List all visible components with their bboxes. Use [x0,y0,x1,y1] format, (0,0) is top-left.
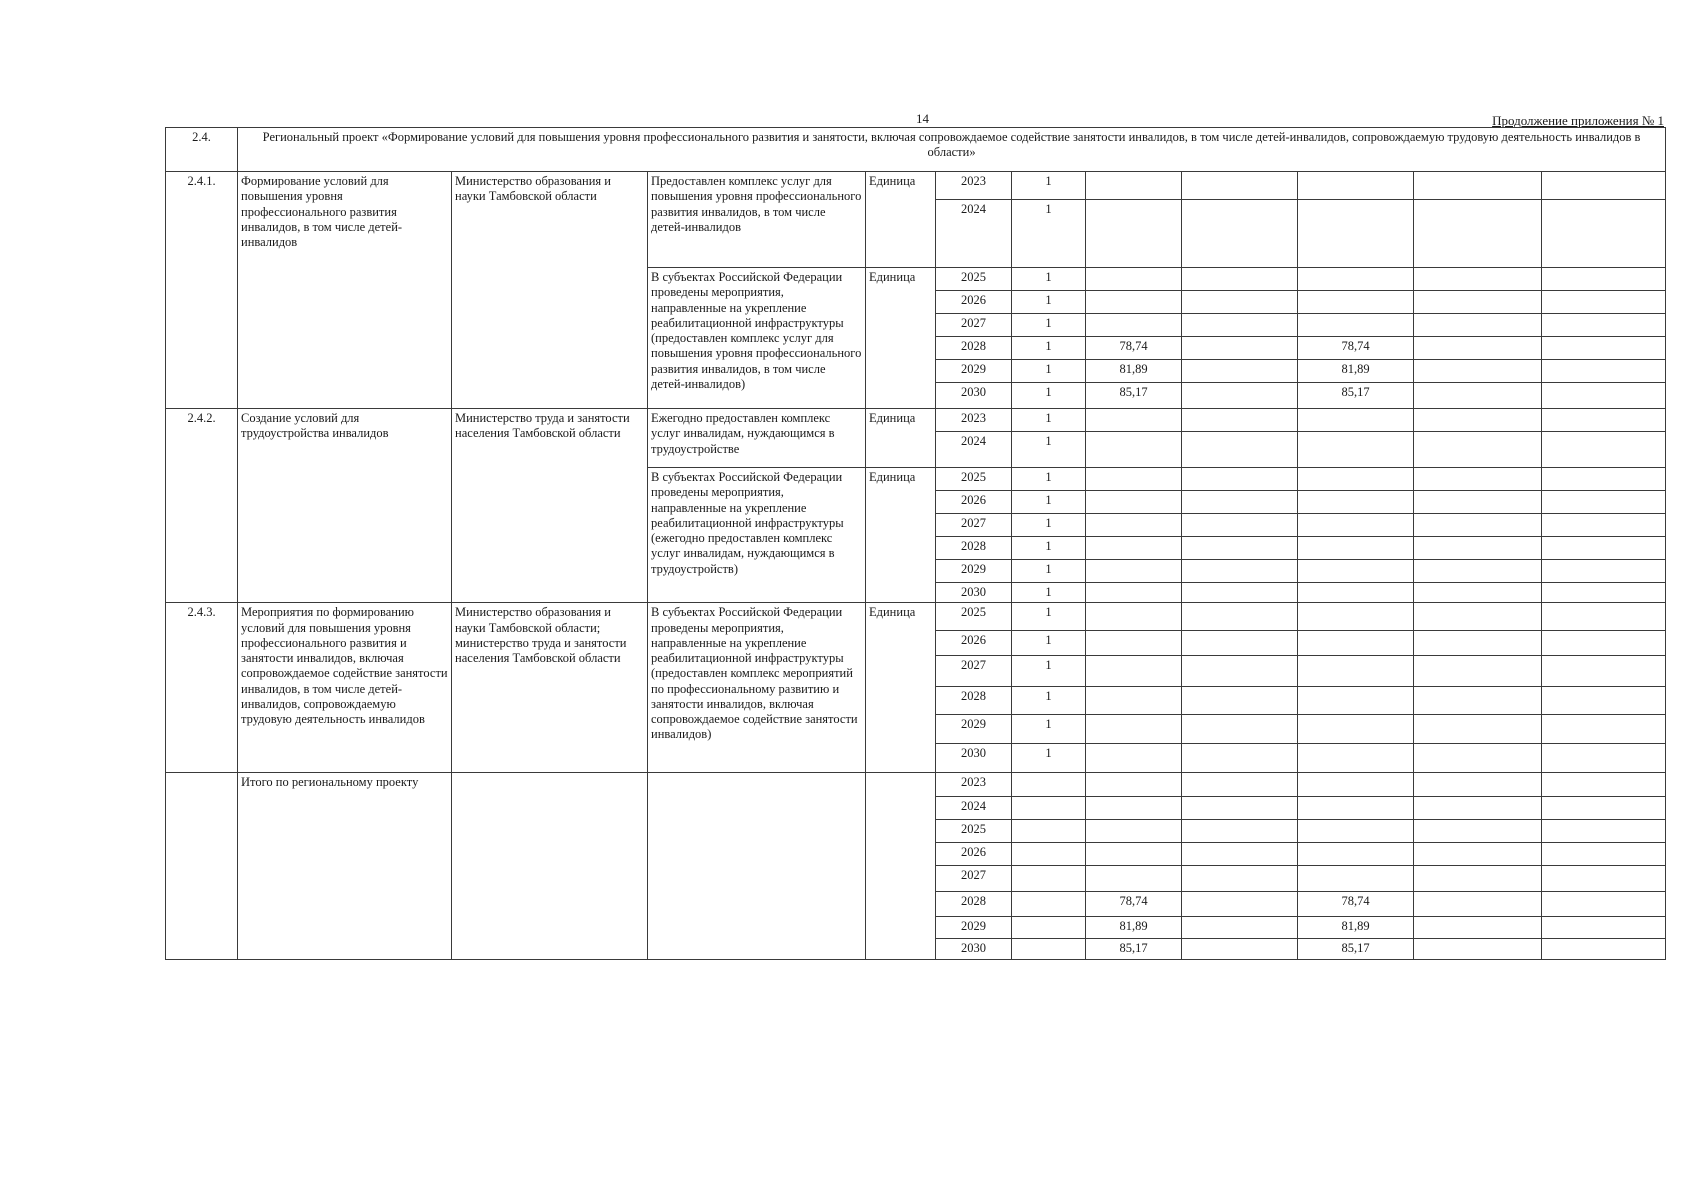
count-cell: 1 [1012,603,1086,631]
value-cell-v2 [1182,337,1298,360]
value-cell-v2 [1182,892,1298,917]
result-text: Предоставлен комплекс услуг для повышения уровня профессионального развития инвалидов, в том числе детей-инвалидов [648,172,866,268]
value-cell-v5 [1542,537,1666,560]
count-cell [1012,892,1086,917]
value-cell-v5 [1542,715,1666,744]
value-cell-v1 [1086,631,1182,656]
value-cell-v3 [1298,537,1414,560]
year-cell: 2024 [936,432,1012,468]
value-cell-v4 [1414,514,1542,537]
count-cell: 1 [1012,432,1086,468]
value-cell-v1 [1086,820,1182,843]
year-cell: 2029 [936,560,1012,583]
year-cell: 2027 [936,866,1012,892]
value-cell-v3 [1298,409,1414,432]
year-cell: 2026 [936,291,1012,314]
item-number: 2.4.3. [166,603,238,773]
count-cell: 1 [1012,337,1086,360]
item-number: 2.4.2. [166,409,238,603]
year-cell: 2029 [936,917,1012,939]
value-cell-v4 [1414,892,1542,917]
year-cell: 2026 [936,843,1012,866]
item-name: Итого по региональному проекту [238,773,452,960]
value-cell-v1 [1086,314,1182,337]
value-cell-v1 [1086,200,1182,268]
item-executor: Министерство образования и науки Тамбовской области; министерство труда и занятости населения Тамбовской области [452,603,648,773]
result-unit: Единица [866,268,936,409]
value-cell-v4 [1414,715,1542,744]
value-cell-v5 [1542,797,1666,820]
value-cell-v3 [1298,314,1414,337]
value-cell-v2 [1182,656,1298,687]
value-cell-v4 [1414,866,1542,892]
count-cell: 1 [1012,314,1086,337]
count-cell [1012,843,1086,866]
year-cell: 2028 [936,337,1012,360]
value-cell-v4 [1414,268,1542,291]
result-text [648,773,866,960]
value-cell-v5 [1542,866,1666,892]
count-cell [1012,797,1086,820]
value-cell-v1 [1086,583,1182,603]
year-cell: 2023 [936,172,1012,200]
value-cell-v5 [1542,383,1666,409]
year-cell: 2027 [936,656,1012,687]
value-cell-v3 [1298,656,1414,687]
table-row [166,172,1666,200]
year-cell: 2023 [936,409,1012,432]
value-cell-v1: 81,89 [1086,360,1182,383]
result-unit [866,773,936,960]
value-cell-v4 [1414,468,1542,491]
value-cell-v2 [1182,820,1298,843]
value-cell-v4 [1414,843,1542,866]
value-cell-v1 [1086,172,1182,200]
count-cell [1012,866,1086,892]
value-cell-v3 [1298,468,1414,491]
value-cell-v1 [1086,715,1182,744]
value-cell-v3 [1298,744,1414,773]
value-cell-v5 [1542,820,1666,843]
value-cell-v4 [1414,820,1542,843]
year-cell: 2030 [936,744,1012,773]
result-unit: Единица [866,172,936,268]
value-cell-v1 [1086,687,1182,715]
value-cell-v2 [1182,687,1298,715]
value-cell-v4 [1414,939,1542,960]
value-cell-v4 [1414,656,1542,687]
value-cell-v5 [1542,744,1666,773]
value-cell-v1 [1086,409,1182,432]
count-cell: 1 [1012,514,1086,537]
item-name: Мероприятия по формированию условий для повышения уровня профессионального развития и занятости инвалидов, включая сопровождаемое содействие занятости инвалидов, в том числе детей-инвалидов, сопровождаемую трудовую деятельность инвалидов [238,603,452,773]
value-cell-v2 [1182,268,1298,291]
value-cell-v3 [1298,843,1414,866]
year-cell: 2025 [936,468,1012,491]
value-cell-v3 [1298,172,1414,200]
count-cell [1012,917,1086,939]
value-cell-v2 [1182,866,1298,892]
value-cell-v5 [1542,939,1666,960]
year-cell: 2030 [936,939,1012,960]
value-cell-v3 [1298,200,1414,268]
value-cell-v1: 78,74 [1086,337,1182,360]
value-cell-v3: 78,74 [1298,337,1414,360]
year-cell: 2028 [936,892,1012,917]
count-cell: 1 [1012,409,1086,432]
result-unit: Единица [866,409,936,468]
project-row [166,128,1666,172]
value-cell-v2 [1182,514,1298,537]
year-cell: 2025 [936,820,1012,843]
value-cell-v5 [1542,514,1666,537]
value-cell-v3 [1298,432,1414,468]
value-cell-v1 [1086,603,1182,631]
value-cell-v5 [1542,291,1666,314]
year-cell: 2025 [936,603,1012,631]
value-cell-v3 [1298,797,1414,820]
value-cell-v2 [1182,715,1298,744]
value-cell-v3 [1298,603,1414,631]
value-cell-v5 [1542,656,1666,687]
value-cell-v1 [1086,744,1182,773]
value-cell-v1 [1086,866,1182,892]
count-cell: 1 [1012,583,1086,603]
value-cell-v4 [1414,773,1542,797]
value-cell-v5 [1542,360,1666,383]
year-cell: 2026 [936,631,1012,656]
item-executor: Министерство труда и занятости населения Тамбовской области [452,409,648,603]
value-cell-v4 [1414,687,1542,715]
count-cell: 1 [1012,200,1086,268]
value-cell-v4 [1414,291,1542,314]
table-row [166,409,1666,432]
page-number: 14 [916,111,929,126]
table-row [166,773,1666,797]
value-cell-v3 [1298,491,1414,514]
project-number: 2.4. [166,128,238,172]
value-cell-v2 [1182,537,1298,560]
count-cell: 1 [1012,656,1086,687]
value-cell-v3 [1298,514,1414,537]
year-cell: 2027 [936,514,1012,537]
continuation-note: Продолжение приложения № 1 [1492,113,1664,128]
count-cell: 1 [1012,268,1086,291]
count-cell: 1 [1012,291,1086,314]
value-cell-v5 [1542,687,1666,715]
value-cell-v2 [1182,383,1298,409]
value-cell-v5 [1542,843,1666,866]
value-cell-v4 [1414,583,1542,603]
value-cell-v2 [1182,560,1298,583]
value-cell-v1 [1086,468,1182,491]
value-cell-v3: 85,17 [1298,383,1414,409]
value-cell-v1: 85,17 [1086,939,1182,960]
value-cell-v2 [1182,939,1298,960]
value-cell-v4 [1414,603,1542,631]
value-cell-v4 [1414,383,1542,409]
value-cell-v4 [1414,744,1542,773]
item-name: Формирование условий для повышения уровня профессионального развития инвалидов, в том числе детей-инвалидов [238,172,452,409]
count-cell: 1 [1012,631,1086,656]
value-cell-v4 [1414,631,1542,656]
value-cell-v5 [1542,583,1666,603]
count-cell: 1 [1012,491,1086,514]
result-unit: Единица [866,468,936,603]
result-text: В субъектах Российской Федерации проведены мероприятия, направленные на укрепление реабилитационной инфраструктуры (предоставлен комплекс услуг для повышения уровня профессионального развития инвалидов, в том числе детей-инвалидов) [648,268,866,409]
value-cell-v4 [1414,797,1542,820]
year-cell: 2024 [936,797,1012,820]
value-cell-v1: 81,89 [1086,917,1182,939]
count-cell: 1 [1012,172,1086,200]
value-cell-v2 [1182,432,1298,468]
year-cell: 2027 [936,314,1012,337]
value-cell-v5 [1542,172,1666,200]
value-cell-v4 [1414,537,1542,560]
value-cell-v5 [1542,314,1666,337]
value-cell-v2 [1182,291,1298,314]
value-cell-v1 [1086,797,1182,820]
value-cell-v2 [1182,843,1298,866]
value-cell-v5 [1542,409,1666,432]
value-cell-v5 [1542,560,1666,583]
value-cell-v3 [1298,560,1414,583]
count-cell: 1 [1012,383,1086,409]
count-cell: 1 [1012,537,1086,560]
value-cell-v5 [1542,773,1666,797]
value-cell-v4 [1414,491,1542,514]
value-cell-v5 [1542,268,1666,291]
value-cell-v1 [1086,773,1182,797]
item-name: Создание условий для трудоустройства инвалидов [238,409,452,603]
value-cell-v1: 78,74 [1086,892,1182,917]
value-cell-v5 [1542,432,1666,468]
value-cell-v2 [1182,468,1298,491]
value-cell-v1 [1086,656,1182,687]
value-cell-v5 [1542,892,1666,917]
item-executor: Министерство образования и науки Тамбовской области [452,172,648,409]
value-cell-v1 [1086,843,1182,866]
count-cell [1012,820,1086,843]
year-cell: 2028 [936,687,1012,715]
count-cell: 1 [1012,560,1086,583]
year-cell: 2025 [936,268,1012,291]
value-cell-v1 [1086,268,1182,291]
result-text: В субъектах Российской Федерации проведены мероприятия, направленные на укрепление реабилитационной инфраструктуры (предоставлен комплекс мероприятий по профессиональному развитию и занятости инвалидов, включая сопровождаемое содействие занятости инвалидов) [648,603,866,773]
value-cell-v2 [1182,917,1298,939]
value-cell-v3 [1298,687,1414,715]
count-cell: 1 [1012,687,1086,715]
value-cell-v3 [1298,291,1414,314]
value-cell-v2 [1182,172,1298,200]
value-cell-v2 [1182,409,1298,432]
value-cell-v5 [1542,631,1666,656]
program-table [165,127,1666,960]
value-cell-v4 [1414,409,1542,432]
result-unit: Единица [866,603,936,773]
table-row [166,603,1666,631]
value-cell-v3 [1298,268,1414,291]
value-cell-v3: 85,17 [1298,939,1414,960]
result-text: В субъектах Российской Федерации проведены мероприятия, направленные на укрепление реабилитационной инфраструктуры (ежегодно предоставлен комплекс услуг инвалидам, нуждающимся в трудоустройств) [648,468,866,603]
count-cell [1012,773,1086,797]
value-cell-v4 [1414,917,1542,939]
count-cell: 1 [1012,468,1086,491]
value-cell-v1 [1086,537,1182,560]
value-cell-v2 [1182,773,1298,797]
value-cell-v5 [1542,337,1666,360]
value-cell-v1 [1086,491,1182,514]
year-cell: 2030 [936,583,1012,603]
value-cell-v3 [1298,866,1414,892]
value-cell-v3 [1298,631,1414,656]
value-cell-v3 [1298,715,1414,744]
value-cell-v2 [1182,491,1298,514]
value-cell-v1 [1086,560,1182,583]
value-cell-v3: 81,89 [1298,917,1414,939]
count-cell: 1 [1012,360,1086,383]
year-cell: 2024 [936,200,1012,268]
value-cell-v2 [1182,314,1298,337]
value-cell-v2 [1182,797,1298,820]
value-cell-v2 [1182,603,1298,631]
value-cell-v2 [1182,360,1298,383]
value-cell-v1: 85,17 [1086,383,1182,409]
year-cell: 2023 [936,773,1012,797]
value-cell-v4 [1414,560,1542,583]
item-number [166,773,238,960]
value-cell-v4 [1414,337,1542,360]
count-cell: 1 [1012,744,1086,773]
value-cell-v4 [1414,360,1542,383]
value-cell-v4 [1414,200,1542,268]
value-cell-v1 [1086,514,1182,537]
year-cell: 2029 [936,360,1012,383]
value-cell-v2 [1182,744,1298,773]
value-cell-v5 [1542,200,1666,268]
item-number: 2.4.1. [166,172,238,409]
result-text: Ежегодно предоставлен комплекс услуг инвалидам, нуждающимся в трудоустройстве [648,409,866,468]
project-title: Региональный проект «Формирование условий для повышения уровня профессионального развития и занятости, включая сопровождаемое содействие занятости инвалидов, в том числе детей-инвалидов, сопровождаемую трудовую деятельность инвалидов в области» [238,128,1666,172]
value-cell-v3 [1298,773,1414,797]
value-cell-v5 [1542,917,1666,939]
year-cell: 2028 [936,537,1012,560]
year-cell: 2030 [936,383,1012,409]
value-cell-v4 [1414,432,1542,468]
value-cell-v2 [1182,583,1298,603]
value-cell-v3: 81,89 [1298,360,1414,383]
year-cell: 2029 [936,715,1012,744]
value-cell-v2 [1182,200,1298,268]
value-cell-v1 [1086,291,1182,314]
year-cell: 2026 [936,491,1012,514]
value-cell-v5 [1542,468,1666,491]
item-executor [452,773,648,960]
value-cell-v2 [1182,631,1298,656]
value-cell-v4 [1414,314,1542,337]
count-cell: 1 [1012,715,1086,744]
value-cell-v5 [1542,491,1666,514]
value-cell-v3 [1298,583,1414,603]
value-cell-v4 [1414,172,1542,200]
value-cell-v1 [1086,432,1182,468]
value-cell-v3 [1298,820,1414,843]
count-cell [1012,939,1086,960]
value-cell-v3: 78,74 [1298,892,1414,917]
value-cell-v5 [1542,603,1666,631]
